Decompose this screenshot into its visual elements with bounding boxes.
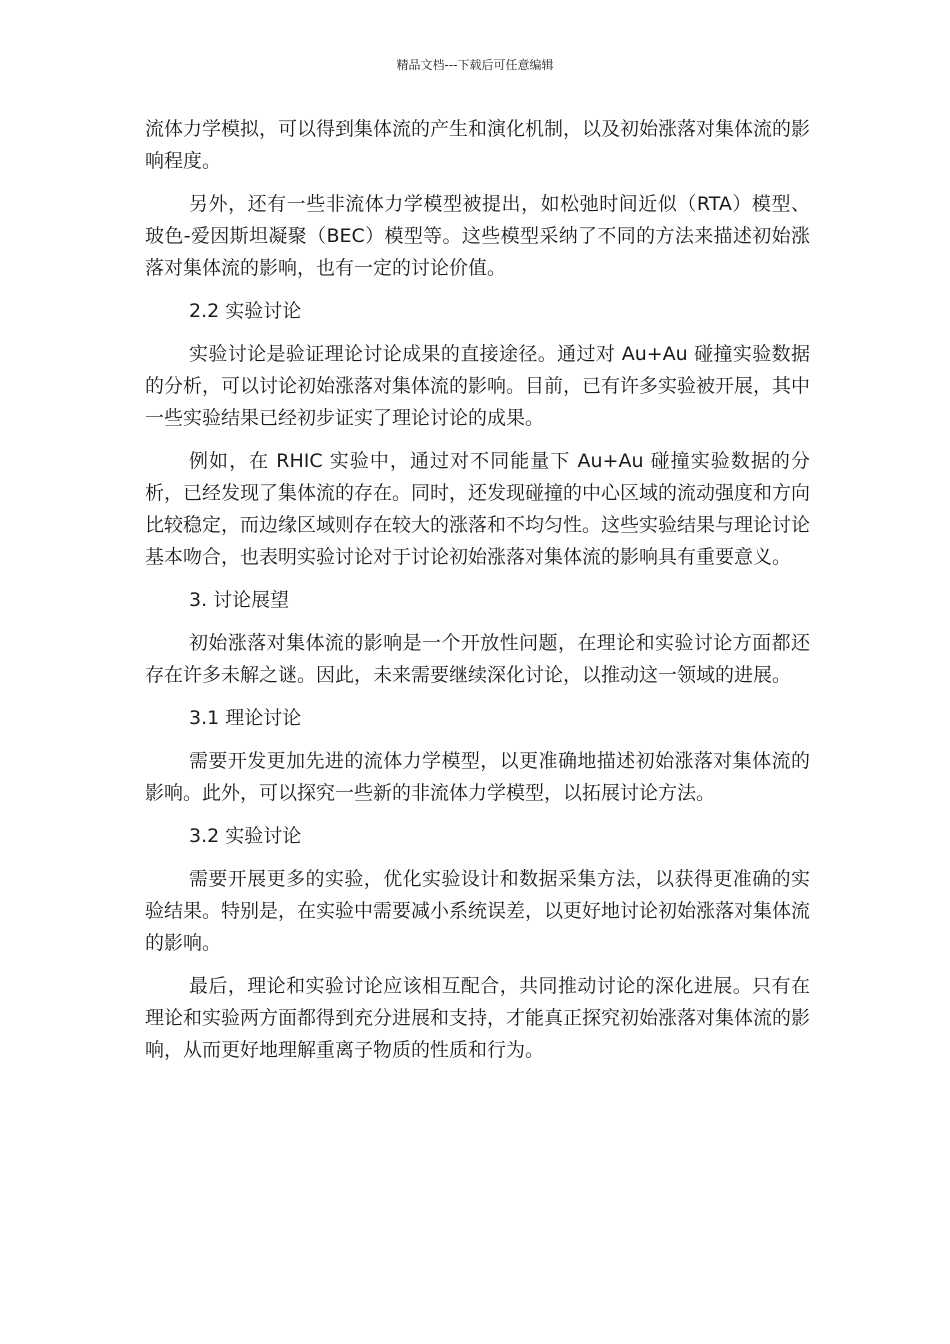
paragraph-theory-future: 需要开发更加先进的流体力学模型，以更准确地描述初始涨落对集体流的影响。此外，可以探究一些新的非流体力学模型，以拓展讨论方法。 <box>145 750 810 804</box>
paragraph-conclusion: 最后，理论和实验讨论应该相互配合，共同推动讨论的深化进展。只有在理论和实验两方面都得到充分进展和支持，才能真正探究初始涨落对集体流的影响，从而更好地理解重离子物质的性质和行为。 <box>145 975 811 1061</box>
paragraph-experiment-future: 需要开展更多的实验，优化实验设计和数据采集方法，以获得更准确的实验结果。特别是，在实验中需要减小系统误差，以更好地讨论初始涨落对集体流的影响。 <box>145 868 811 954</box>
document-body <box>145 113 810 1077</box>
paragraph-rhic-example: 例如，在 RHIC 实验中，通过对不同能量下 Au+Au 碰撞实验数据的分析，已经发现了集体流的存在。同时，还发现碰撞的中心区域的流动强度和方向比较稳定，而边缘区域则存在较大的涨落和不均匀性。这些实验结果与理论讨论基本吻合，也表明实验讨论对于讨论初始涨落对集体流的影响具有重要意义。 <box>145 450 811 568</box>
paragraph-fluid-simulation: 流体力学模拟，可以得到集体流的产生和演化机制，以及初始涨落对集体流的影响程度。 <box>145 118 811 172</box>
section-heading-3-1: 3.1 理论讨论 <box>189 707 302 729</box>
page-header: 精品文档---下载后可任意编辑 <box>396 58 554 72</box>
paragraph-outlook: 初始涨落对集体流的影响是一个开放性问题，在理论和实验讨论方面都还存在许多未解之谜。因此，未来需要继续深化讨论，以推动这一领域的进展。 <box>145 632 810 686</box>
section-heading-3: 3. 讨论展望 <box>189 589 290 611</box>
section-heading-3-2: 3.2 实验讨论 <box>189 825 302 847</box>
paragraph-non-fluid-models: 另外，还有一些非流体力学模型被提出，如松弛时间近似（RTA）模型、玻色-爱因斯坦凝聚（BEC）模型等。这些模型采纳了不同的方法来描述初始涨落对集体流的影响，也有一定的讨论价值。 <box>145 193 810 279</box>
paragraph-experiment-intro: 实验讨论是验证理论讨论成果的直接途径。通过对 Au+Au 碰撞实验数据的分析，可以讨论初始涨落对集体流的影响。目前，已有许多实验被开展，其中一些实验结果已经初步证实了理论讨论的成果。 <box>145 343 811 429</box>
section-heading-2-2: 2.2 实验讨论 <box>189 300 302 322</box>
